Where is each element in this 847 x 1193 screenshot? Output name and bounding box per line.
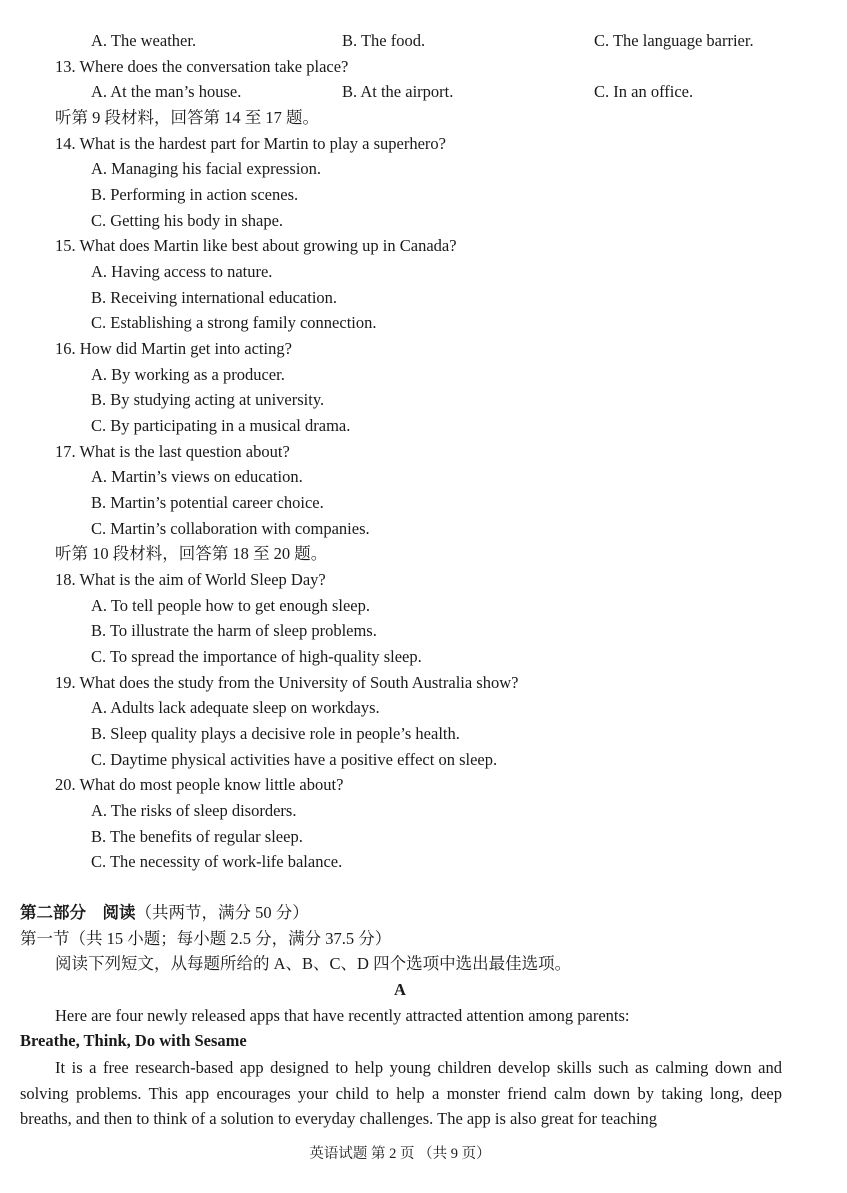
q20-option-b: B. The benefits of regular sleep.: [91, 827, 303, 846]
q14-question: 14. What is the hardest part for Martin to play a superhero?: [55, 134, 446, 153]
q19-option-c: C. Daytime physical activities have a positive effect on sleep.: [91, 750, 498, 769]
q13-option-a: A. At the man’s house.: [91, 82, 242, 101]
q18-option-a: A. To tell people how to get enough sleep.: [91, 596, 370, 615]
page-footer: 英语试题 第 2 页 （共 9 页）: [309, 1146, 491, 1162]
instruction-section-10: 听第 10 段材料，回答第 18 至 20 题。: [55, 544, 328, 563]
q19-option-b: B. Sleep quality plays a decisive role in people’s health.: [91, 724, 460, 743]
q13-option-b: B. At the airport.: [342, 82, 454, 101]
q20-option-c: C. The necessity of work-life balance.: [91, 852, 343, 871]
q12-option-a: A. The weather.: [91, 31, 197, 50]
q14-option-b: B. Performing in action scenes.: [91, 185, 299, 204]
app-description-paragraph: It is a free research-based app designed to help young children develop skills such as calming down and solving problems. This app encourages your child to help a monster friend calm down by taking long, deep breaths, and then to think of a solution to everyday challenges. The app is also great for teaching: [20, 1058, 782, 1129]
q15-option-b: B. Receiving international education.: [91, 288, 338, 307]
q13-question: 13. Where does the conversation take place?: [55, 57, 349, 76]
instruction-section-9: 听第 9 段材料，回答第 14 至 17 题。: [55, 108, 319, 127]
q16-question: 16. How did Martin get into acting?: [55, 339, 292, 358]
passage-label: A: [394, 980, 406, 999]
app-title: Breathe, Think, Do with Sesame: [20, 1031, 247, 1050]
q19-option-a: A. Adults lack adequate sleep on workdays.: [91, 698, 380, 717]
q12-option-b: B. The food.: [342, 31, 426, 50]
q16-option-c: C. By participating in a musical drama.: [91, 416, 351, 435]
q15-option-a: A. Having access to nature.: [91, 262, 273, 281]
q12-option-c: C. The language barrier.: [594, 31, 754, 50]
part2-heading-bold: 第二部分 阅读: [20, 903, 136, 922]
passage-intro: Here are four newly released apps that have recently attracted attention among parents:: [55, 1006, 630, 1025]
q17-option-b: B. Martin’s potential career choice.: [91, 493, 324, 512]
part2-heading: [20, 902, 309, 924]
q15-question: 15. What does Martin like best about growing up in Canada?: [55, 236, 457, 255]
q17-option-a: A. Martin’s views on education.: [91, 467, 303, 486]
section1-heading: 第一节（共 15 小题；每小题 2.5 分，满分 37.5 分）: [20, 929, 392, 948]
q14-option-c: C. Getting his body in shape.: [91, 211, 284, 230]
reading-instruction: 阅读下列短文，从每题所给的 A、B、C、D 四个选项中选出最佳选项。: [55, 954, 572, 973]
q14-option-a: A. Managing his facial expression.: [91, 159, 322, 178]
q20-option-a: A. The risks of sleep disorders.: [91, 801, 297, 820]
q16-option-a: A. By working as a producer.: [91, 365, 285, 384]
q18-option-c: C. To spread the importance of high-quality sleep.: [91, 647, 422, 666]
q20-question: 20. What do most people know little about?: [55, 775, 344, 794]
q19-question: 19. What does the study from the University of South Australia show?: [55, 673, 519, 692]
q18-question: 18. What is the aim of World Sleep Day?: [55, 570, 326, 589]
part2-heading-rest: （共两节，满分 50 分）: [135, 903, 309, 922]
q13-option-c: C. In an office.: [594, 82, 694, 101]
q17-question: 17. What is the last question about?: [55, 442, 290, 461]
q15-option-c: C. Establishing a strong family connection.: [91, 313, 377, 332]
q18-option-b: B. To illustrate the harm of sleep problems.: [91, 621, 377, 640]
q17-option-c: C. Martin’s collaboration with companies.: [91, 519, 370, 538]
q16-option-b: B. By studying acting at university.: [91, 390, 325, 409]
